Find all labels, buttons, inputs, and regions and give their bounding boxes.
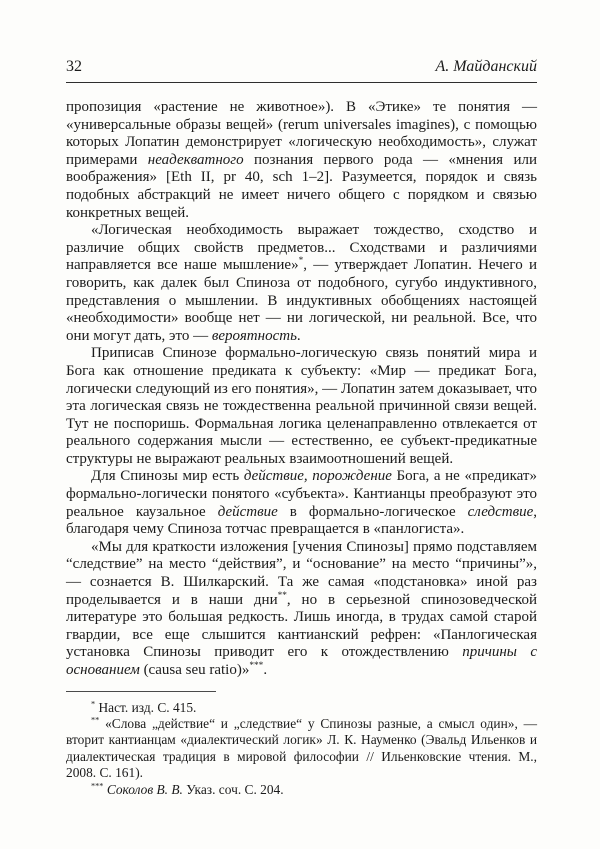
footnote: *** Соколов В. В. Указ. соч. С. 204. (91, 781, 284, 797)
footnotes (66, 700, 537, 798)
paragraph: Приписав Спинозе формально-логическую связь понятий мира и Бога как отношение предиката к субъекту: «Мир — предикат Бога, логически следующий из его понятия», — Лопатин затем доказывает, что эта логическая связь не тождественна реальной причинной связи вещей. Тут не поспоришь. Формальная логика целенаправленно отвлекается от реального содержания мысли — естественно, ее субъект-предикатные структуры не выражают реальных взаимоотношений вещей. (66, 345, 537, 467)
footnote: ** «Слова „действие“ и „следствие“ у Спинозы разные, а смысл один», — вторит кантианцам «диалектический логик» Л. К. Науменко (Эвальд Ильенков и диалектическая традиция в мировой философии // Ильенковские чтения. М., 2008. С. 161). (66, 715, 537, 781)
footnote-separator (66, 691, 216, 692)
paragraph: пропозиция «растение не животное»). В «Этике» те понятия — «универсальные образы вещей» (rerum universales imagines), с помощью которых Лопатин демонстрирует «логическую необходимость», служат примерами неадекватного познания первого рода — «мнения или воображения» [Eth II, pr 40, sch 1–2]. Разумеется, порядок и связь подобных абстракций не имеет ничего общего с порядком и связью конкретных вещей. (66, 99, 537, 221)
paragraph: «Мы для краткости изложения [учения Спинозы] прямо подставляем “следствие” на место “действия”, и “основание” на место “причины”», — сознается В. Шилкарский. Та же самая «подстановка» иной раз проделывается и в наши дни**, но в серьезной спинозоведческой литературе это большая редкость. Лишь иногда, в трудах самой старой гвардии, все еще слышится кантианский рефрен: «Панлогическая установка Спинозы приводит его к отождествлению причины с основанием (causa seu ratio)»***. (66, 538, 537, 678)
paragraph: Для Спинозы мир есть действие, порождение Бога, а не «предикат» формально-логически понятого «субъекта». Кантианцы преобразуют это реальное каузальное действие в формально-логическое следствие, благодаря чему Спиноза тотчас превращается в «панлогиста». (66, 468, 537, 538)
page-header (66, 58, 537, 83)
running-head-author: А. Майданский (435, 58, 537, 75)
page-number: 32 (66, 58, 82, 75)
paragraph: «Логическая необходимость выражает тождество, сходство и различие общих свойств предметов... Сходствами и различиями направляется все наше мышление»*, — утверждает Лопатин. Нечего и говорить, как далек был Спиноза от подобного, сугубо индуктивного, представления о мышлении. В индуктивных обобщениях настоящей «необходимости» вообще нет — ни логической, ни реальной. Все, что они могут дать, это — вероятность. (66, 222, 537, 344)
footnote: * Наст. изд. С. 415. (91, 699, 197, 715)
body-text (66, 99, 537, 680)
